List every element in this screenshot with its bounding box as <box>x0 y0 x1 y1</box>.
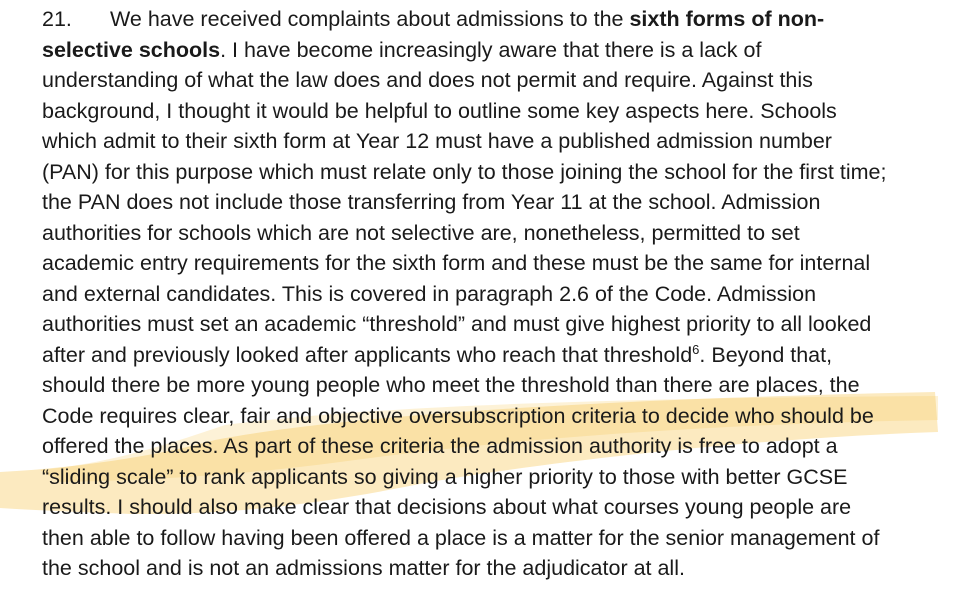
paragraph-line-2: selective schools. I have become increasingly aware that there is a lack of <box>42 38 762 62</box>
paragraph-line-7: the PAN does not include those transferring from Year 11 at the school. Admission <box>42 190 821 214</box>
paragraph-number: 21. <box>42 7 72 31</box>
paragraph-line-12: after and previously looked after applicants who reach that threshold$^6$. Beyond that, <box>42 341 833 367</box>
paragraph-line-11: authorities must set an academic “threshold” and must give highest priority to all looked <box>42 312 872 336</box>
paragraph-line-3: understanding of what the law does and does not permit and require. Against this <box>42 68 813 92</box>
paragraph-line-1: 21. We have received complaints about admissions to the sixth forms of non- <box>42 4 824 34</box>
paragraph-line-5: which admit to their sixth form at Year 12 must have a published admission number <box>42 129 832 153</box>
paragraph-line-18: then able to follow having been offered a place is a matter for the senior management of <box>42 526 880 550</box>
paragraph-line-8: authorities for schools which are not selective are, nonetheless, permitted to set <box>42 221 800 245</box>
paragraph-line-14: Code requires clear, fair and objective oversubscription criteria to decide who should be <box>42 404 874 428</box>
paragraph-line-16: “sliding scale” to rank applicants so giving a higher priority to those with better GCSE <box>42 465 848 489</box>
bold-phrase: sixth forms of non- <box>629 7 825 31</box>
paragraph-line-6: (PAN) for this purpose which must relate only to those joining the school for the first time; <box>42 160 887 184</box>
paragraph-line-17: results. I should also make clear that decisions about what courses young people are <box>42 495 852 519</box>
bold-phrase: selective schools <box>42 38 221 62</box>
paragraph-line-15: offered the places. As part of these criteria the admission authority is free to adopt a <box>42 434 838 458</box>
paragraph-line-10: and external candidates. This is covered in paragraph 2.6 of the Code. Admission <box>42 282 817 306</box>
paragraph-line-19: the school and is not an admissions matter for the adjudicator at all. <box>42 556 685 580</box>
paragraph-line-13: should there be more young people who meet the threshold than there are places, the <box>42 373 860 397</box>
paragraph-line-9: academic entry requirements for the sixth form and these must be the same for internal <box>42 251 871 275</box>
paragraph-line-4: background, I thought it would be helpful to outline some key aspects here. Schools <box>42 99 837 123</box>
footnote-reference[interactable]: 6 <box>692 341 700 357</box>
